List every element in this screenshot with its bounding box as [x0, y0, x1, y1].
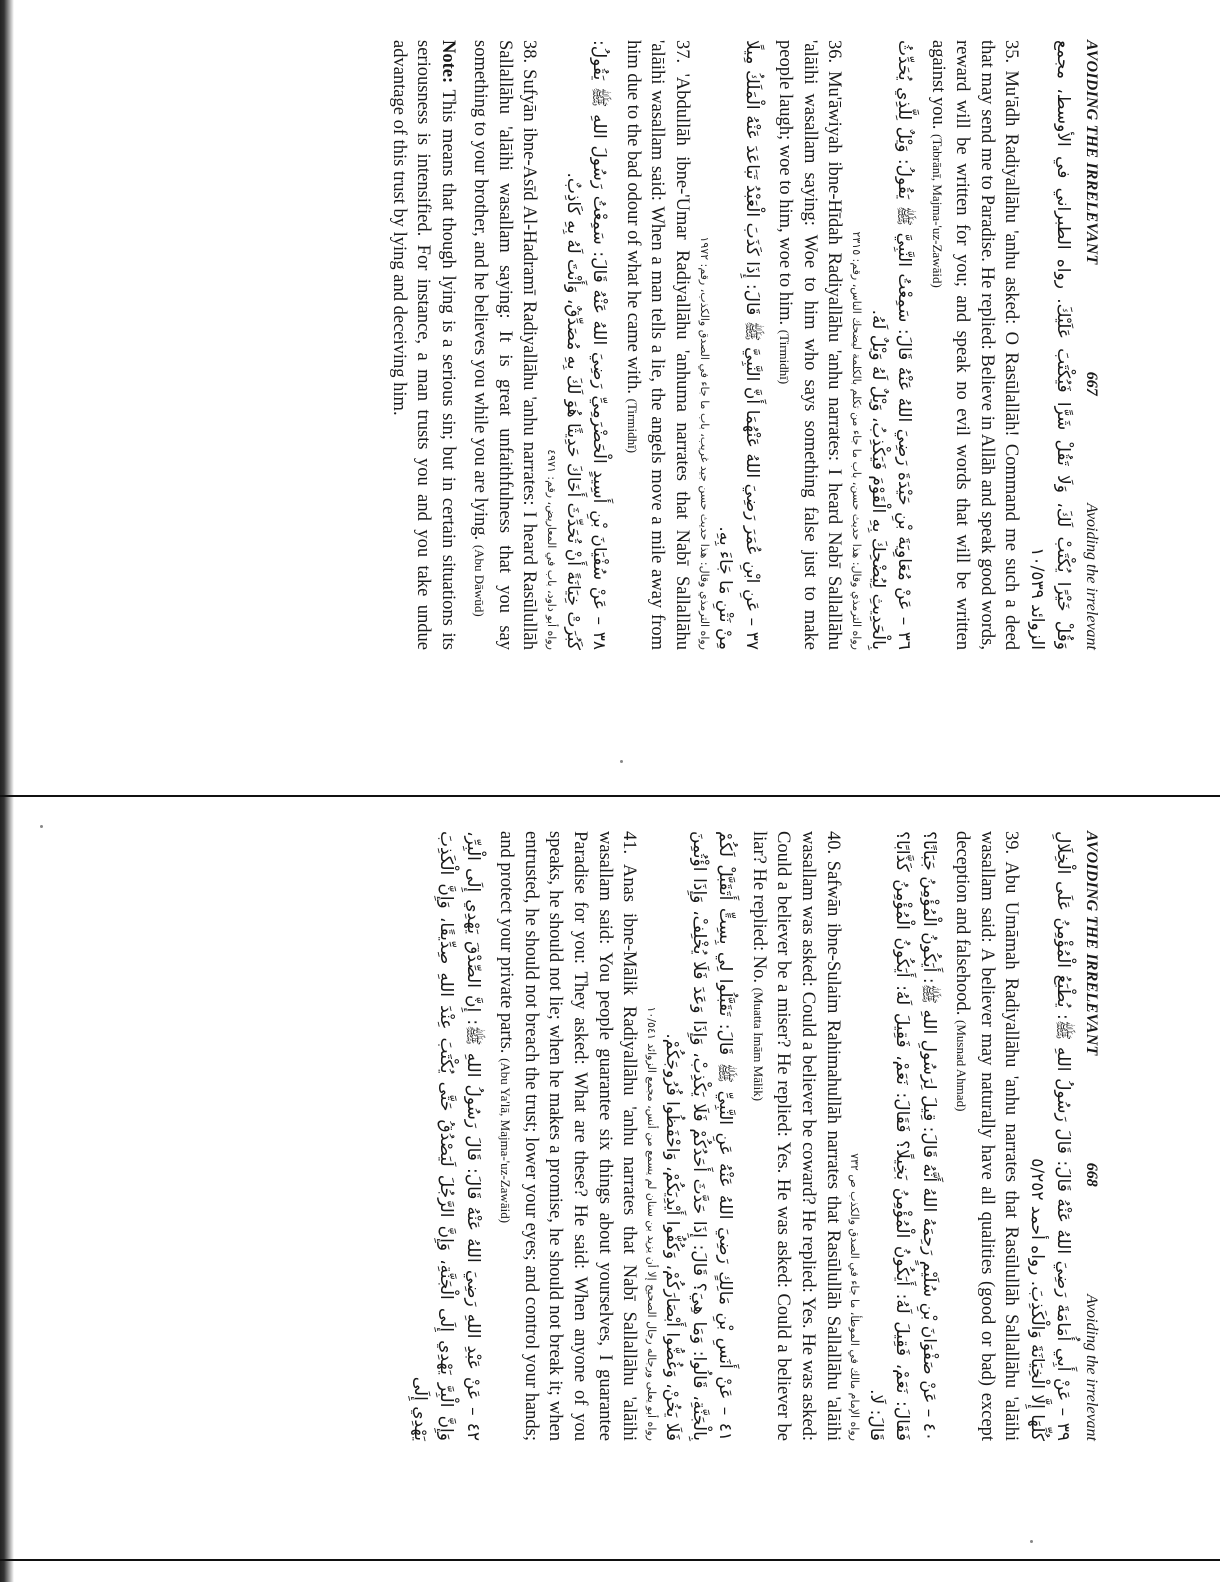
hadith-text: 39. Abu Umāmah Radiyallāhu 'anhu narrates that Rasūlullāh Sallallāhu 'alāihi wasallam said: A believer may naturally have all qualities (good or bad) except deception and falsehood.: [952, 831, 1022, 1441]
hadith-reference: (Abu Dāwūd): [472, 544, 488, 617]
page-667-text: [378, 40, 1100, 650]
arabic-text: ٤٠ – عَنْ صَفْوَانَ بْنِ سُلَيْمٍ رَحِمَهُ اللهُ أَنَّهُ قَالَ: قِيلَ لِرَسُولِ اللهِ ﷺ: أَيَكُونُ الْمُؤْمِنُ جَبَانًا؟ فَقَالَ: نَعَمْ، فَقِيلَ لَهُ: أَيَكُونُ الْمُؤْمِنُ بَخِيلًا؟ فَقَالَ: نَعَمْ، فَقِيلَ لَهُ: أَيَكُونُ الْمُؤْمِنُ كَذَّابًا؟ قَالَ: لَا.: [865, 831, 939, 1441]
arabic-text: ٤١ – عَنْ أَنَسِ بْنِ مَالِكٍ رَضِيَ اللهُ عَنْهُ عَنِ النَّبِيِّ ﷺ قَالَ: تَقَبَّلُوا لِي بِسِتٍّ أَتَقَبَّلْ لَكُمْ بِالْجَنَّةِ، قَالُوا: وَمَا هِيَ؟ قَالَ: إِذَا حَدَّثَ أَحَدُكُمْ فَلَا يَكْذِبْ، وَإِذَا وَعَدَ فَلَا يُخْلِفْ، وَإِذَا اؤْتُمِنَ فَلَا يَخُنْ، وَغُضُّوا أَبْصَارَكُمْ، وَكُفُّوا أَيْدِيَكُمْ، وَاحْفَظُوا فُرُوجَكُمْ.: [662, 831, 736, 1441]
arabic-text: ٣٨ – عَنْ سُفْيَانَ بْنِ أَسِيدٍ الْحَضْرَمِيِّ رَضِيَ اللهُ عَنْهُ قَالَ: سَمِعْتُ رَسُولَ اللهِ ﷺ يَقُولُ: كَبُرَتْ خِيَانَةً أَنْ تُحَدِّثَ أَخَاكَ حَدِيثًا هُوَ لَكَ بِهِ مُصَدِّقٌ، وَأَنْتَ لَهُ بِهِ كَاذِبٌ.: [562, 40, 610, 650]
running-subtitle: Avoiding the irrelevant: [1083, 503, 1100, 650]
hadith-reference: (Musnad Ahmad): [954, 1020, 970, 1112]
arabic-text: ٣٩ – عَنْ أَبِي أُمَامَةَ رَضِيَ اللهُ عَنْهُ قَالَ: قَالَ رَسُولُ اللهِ ﷺ: يُطْبَعُ الْمُؤْمِنُ عَلَى الْخِلَالِ كُلِّهَا إِلَّا الْخِيَانَةَ وَالْكَذِبَ. رواه أحمد ٥/٢٥٢: [1026, 831, 1073, 1441]
page-number: 667: [1083, 371, 1100, 396]
arabic-text: ٣٦ – عَنْ مُعَاوِيَةَ بْنِ حَيْدَةَ رَضِيَ اللهُ عَنْهُ قَالَ: سَمِعْتُ النَّبِيَّ ﷺ يَقُولُ: وَيْلٌ لِلَّذِي يُحَدِّثُ بِالْحَدِيثِ لِيُضْحِكَ بِهِ الْقَوْمَ فَيَكْذِبُ، وَيْلٌ لَهُ وَيْلٌ لَهُ.: [867, 40, 914, 650]
hadith-text: 35. Mu'ādh Radiyallāhu 'anhu asked: O Rasūlallāh! Command me such a deed that may send me to Paradise. He replied: Believe in Allāh and speak good words, reward will be written for you; and speak no evil words that will be written against you.: [927, 40, 1022, 650]
hadith-text: 37. 'Abdullāh ibne-'Umar Radiyallāhu 'anhuma narrates that Nabī Sallallāhu 'alāihi wasallam said: When a man tells a lie, the angels move a mile away from him due to the bad odour of what he came with.: [622, 40, 692, 650]
hadith-text: 38. Sufyān ibne-Asīd Al-Hadramī Radiyallāhu 'anhu narrates: I heard Rasūlullāh Sallallāhu 'alāihi wasallam saying: It is great unfaithfulness that you say something to your brother, and he believes you while you are lying.: [470, 40, 540, 650]
hadith-40: [746, 831, 844, 1441]
arabic-reference: رواه الإمام مالك في الموطأ، ما جاء في الصدق والكذب ص ٧٣٢: [848, 1153, 862, 1441]
arabic-reference: رواه الترمذي وقال: هذا حديث حسن، باب ما جاء من تكلم بالكلمة ليضحك الناس، رقم: ٢٣١٥: [850, 231, 864, 650]
running-title: AVOIDING THE IRRELEVANT: [1083, 831, 1100, 1056]
page-header: [1082, 831, 1100, 1441]
hadith-reference: (Tirmidhī): [624, 398, 640, 454]
hadith-text: 40. Safwān ibne-Sulaim Rahimahullāh narrates that Rasūlullāh Sallallāhu 'alāihi wasallam was asked: Could a believer be coward? He replied: Yes. He was asked: Could a believer be a miser? He replied: Yes. He was asked: Could a believer be liar? He replied: No.: [748, 831, 843, 1441]
hadith-reference: (Tirmidhī): [777, 329, 793, 385]
hadith-reference: (Tabrānī, Majma-'uz-Zawāid): [929, 134, 945, 288]
arabic-text: وَقُلْ خَيْرًا يُكْتَبْ لَكَ، وَلَا تَقُلْ شَرًّا فَيُكْتَبَ عَلَيْكَ. رواه الطبراني في الأوسط، مجمع الزوائد ١٠/٥٣٩: [1026, 40, 1073, 650]
arabic-text: ٤٢ – عَنْ عَبْدِ اللهِ رَضِيَ اللهُ عَنْهُ قَالَ: قَالَ رَسُولُ اللهِ ﷺ: إِنَّ الصِّدْقَ يَهْدِي إِلَى الْبِرِّ، وَإِنَّ الْبِرَّ يَهْدِي إِلَى الْجَنَّةِ، وَإِنَّ الرَّجُلَ لَيَصْدُقُ حَتَّى يُكْتَبَ عِنْدَ اللهِ صِدِّيقًا، وَإِنَّ الْكَذِبَ يَهْدِي إِلَى: [409, 831, 483, 1441]
hadith-35: [925, 40, 1023, 650]
running-subtitle: Avoiding the irrelevant: [1083, 1294, 1100, 1441]
hadith-41: [494, 831, 642, 1441]
arabic-text: ٣٧ – عَنِ ابْنِ عُمَرَ رَضِيَ اللهُ عَنْهُمَا أَنَّ النَّبِيَّ ﷺ قَالَ: إِذَا كَذَبَ الْعَبْدُ تَبَاعَدَ عَنْهُ الْمَلَكُ مِيلًا مِنْ نَتْنِ مَا جَاءَ بِهِ.: [715, 40, 762, 650]
note-label: Note:: [437, 40, 458, 84]
running-title: AVOIDING THE IRRELEVANT: [1083, 40, 1100, 265]
hadith-text: 36. Mu'āwiyah ibne-Hīdah Radiyallāhu 'anhu narrates: I heard Nabī Sallallāhu 'alāihi wasallam saying: Woe to him who says something false just to make people laugh; woe to him, woe to him.: [775, 40, 845, 650]
page-number: 668: [1083, 1162, 1100, 1187]
hadith-text: 41. Anas ibne-Mālik Radiyallāhu 'anhu narrates that Nabī Sallallāhu 'alāihi wasallam said: You people guarantee six things about yourselves, I guarantee Paradise for you: They asked: What are these? He said: When anyone of you speaks, he should not lie; when he makes a promise, he should not break it; when entrusted, he should not breach the trust; lower your eyes; and control your hands; and protect your private parts.: [496, 831, 640, 1441]
page-divider-line: [0, 795, 1220, 797]
scan-speck: [40, 825, 43, 828]
note-paragraph: [386, 40, 460, 650]
page-header: [1082, 40, 1100, 650]
hadith-39: [950, 831, 1024, 1441]
hadith-37: [620, 40, 694, 650]
hadith-reference: (Muatta Imām Mālik): [750, 987, 766, 1102]
scan-speck: [1030, 1540, 1033, 1543]
bottom-edge-line: [0, 1559, 1220, 1561]
page-668: [0, 791, 1220, 1582]
scan-edge-shadow: [0, 0, 14, 1582]
arabic-reference: رواه الترمذي وقال: هذا حديث حسن جيد غريب، باب ما جاء في الصدق والكذب، رقم: ١٩٧٢: [697, 236, 711, 650]
scan-speck: [620, 760, 623, 763]
note-text: This means that though lying is a serious sin; but in certain situations its seriousness is intensified. For instance, a man trusts you and you take undue advantage of this trust by lying and deceiving him.: [388, 40, 458, 650]
hadith-36: [773, 40, 847, 650]
page-668-text: [407, 831, 1100, 1441]
hadith-reference: (Abu Ya'lā, Majma-'uz-Zawāid): [498, 1058, 514, 1224]
arabic-reference: رواه أبو داود، باب في المعاريض، رقم: ٤٩٧١: [545, 449, 559, 650]
hadith-38: [468, 40, 542, 650]
arabic-reference: رواه أبو يعلى ورجاله رجال الصحيح إلا أن يزيد بن سنان لم يسمع من أنس، مجمع الزوائد ١٠/٥٤١: [645, 1006, 659, 1441]
